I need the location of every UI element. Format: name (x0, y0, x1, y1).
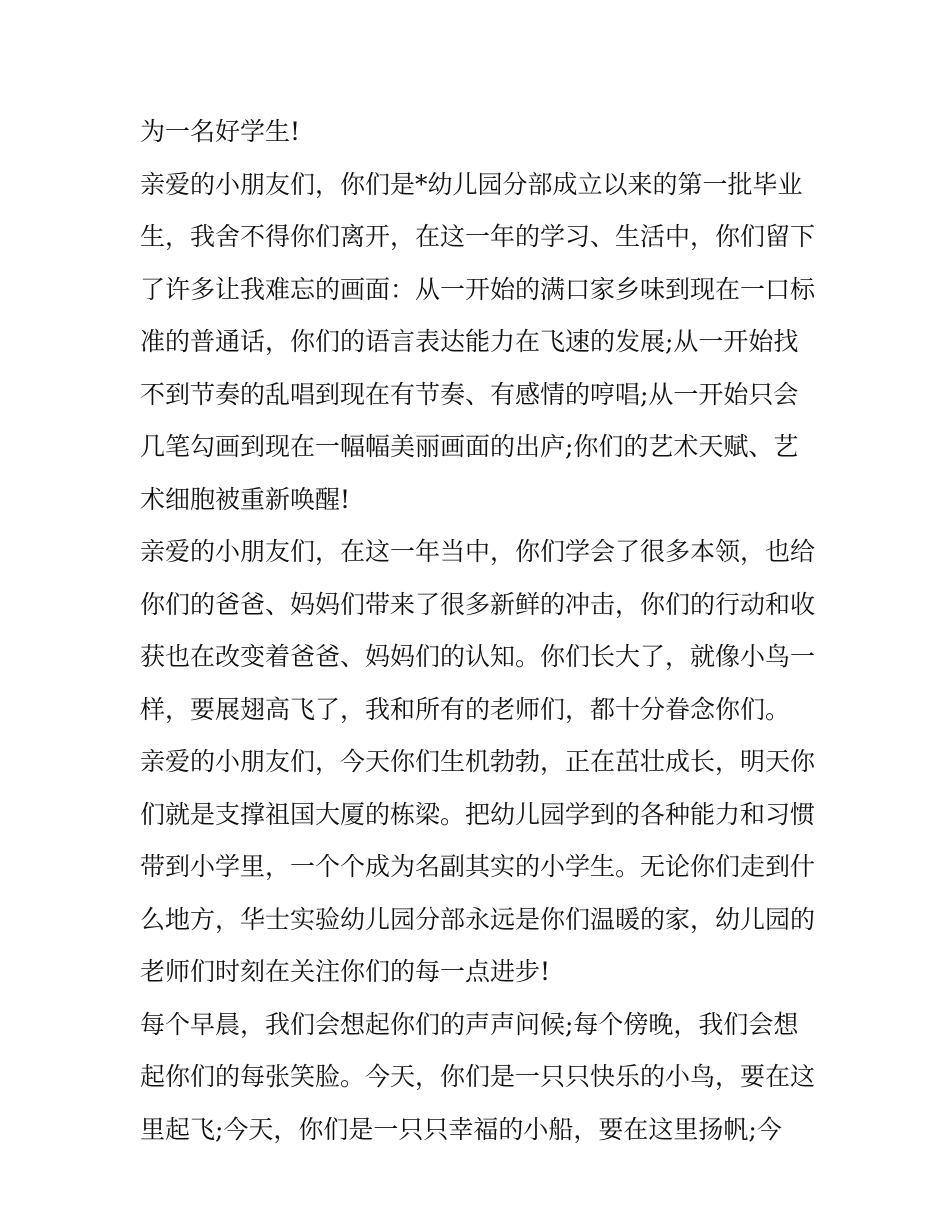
text-line: 获也在改变着爸爸、妈妈们的认知。你们长大了，就像小鸟一 (140, 642, 816, 671)
text-line: 们就是支撑祖国大厦的栋梁。把幼儿园学到的各种能力和习惯 (140, 799, 816, 829)
text-line: 亲爱的小朋友们，你们是*幼儿园分部成立以来的第一批毕业 (140, 169, 803, 199)
text-line: 生，我舍不得你们离开，在这一年的学习、生活中，你们留下 (140, 222, 816, 251)
text-line: 亲爱的小朋友们，在这一年当中，你们学会了很多本领，也给 (140, 537, 816, 566)
text-line: 术细胞被重新唤醒! (140, 484, 351, 514)
text-line: 每个早晨，我们会想起你们的声声问候;每个傍晚，我们会想 (140, 1009, 799, 1039)
text-line: 亲爱的小朋友们，今天你们生机勃勃，正在茁壮成长，明天你 (140, 747, 816, 776)
body-text (140, 106, 820, 1156)
text-line: 样，要展翅高飞了，我和所有的老师们，都十分眷念你们。 (140, 694, 791, 724)
text-line: 不到节奏的乱唱到现在有节奏、有感情的哼唱;从一开始只会 (140, 379, 799, 409)
text-line: 起你们的每张笑脸。今天，你们是一只只快乐的小鸟，要在这 (140, 1062, 816, 1091)
text-line: 里起飞;今天，你们是一只只幸福的小船，要在这里扬帆;今 (140, 1114, 782, 1144)
text-line: 准的普通话，你们的语言表达能力在飞速的发展;从一开始找 (140, 327, 799, 356)
text-line: 为一名好学生! (140, 117, 301, 146)
text-line: 了许多让我难忘的画面：从一开始的满口家乡味到现在一口标 (140, 274, 816, 304)
text-line: 你们的爸爸、妈妈们带来了很多新鲜的冲击，你们的行动和收 (140, 589, 816, 619)
text-line: 几笔勾画到现在一幅幅美丽画面的出庐;你们的艺术天赋、艺 (140, 432, 799, 461)
text-line: 么地方，华士实验幼儿园分部永远是你们温暖的家，幼儿园的 (140, 904, 816, 934)
text-line: 老师们时刻在关注你们的每一点进步! (140, 957, 551, 986)
text-line: 带到小学里，一个个成为名副其实的小学生。无论你们走到什 (140, 852, 816, 881)
